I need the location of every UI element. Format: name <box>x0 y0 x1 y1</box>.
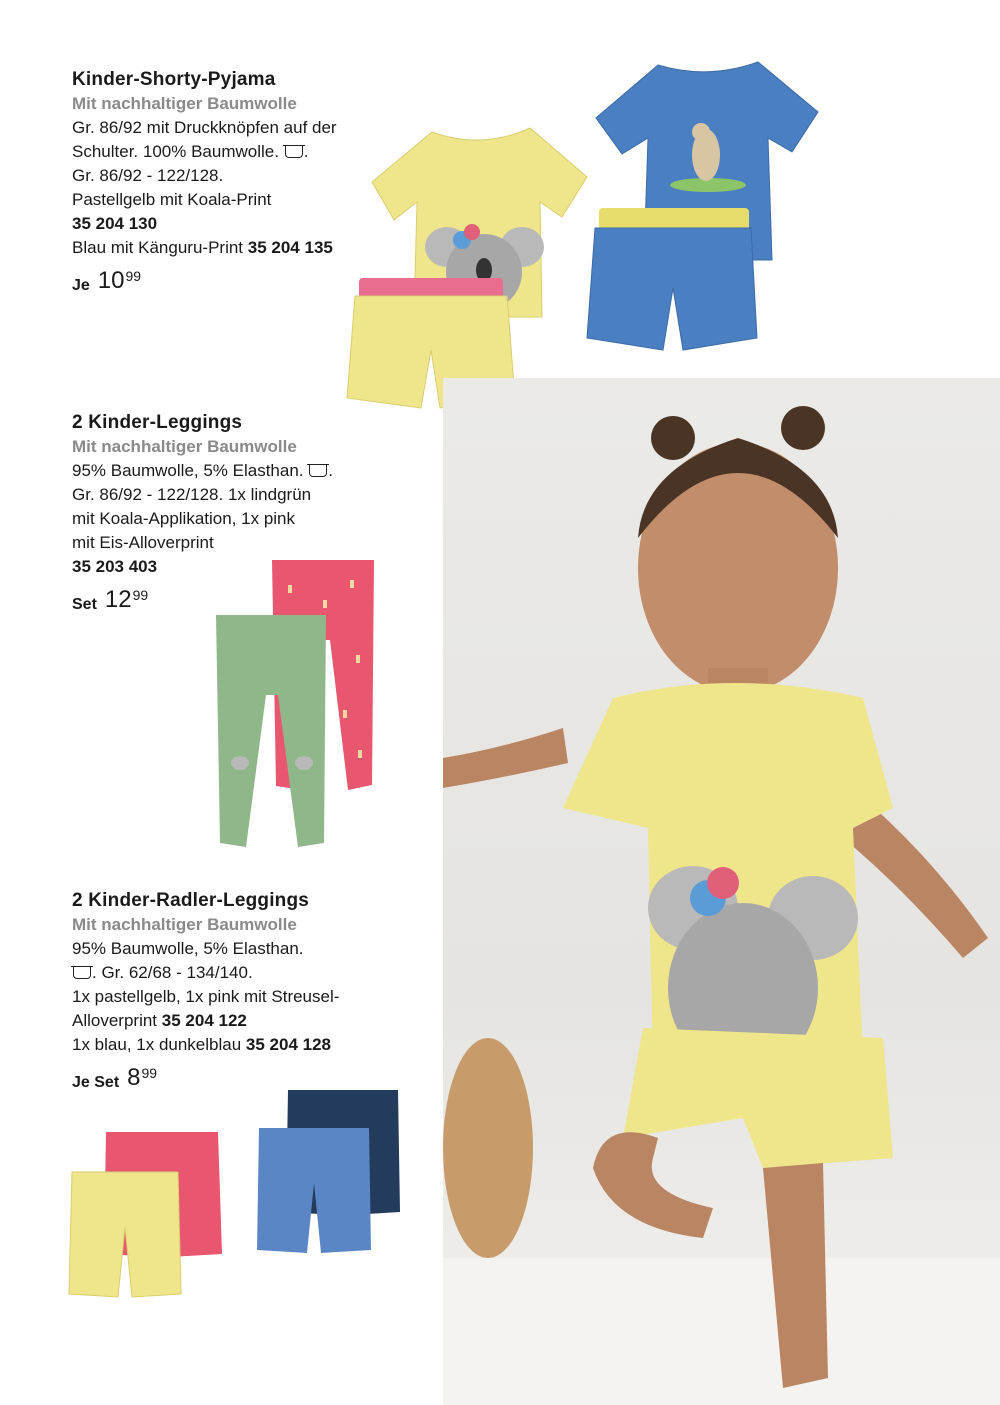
desc-line: mit Eis-Alloverprint <box>72 533 214 552</box>
product-title: 2 Kinder-Radler-Leggings <box>72 890 310 911</box>
product-title: Kinder-Shorty-Pyjama <box>72 69 276 90</box>
price-prefix: Je <box>72 277 90 294</box>
article-number: 35 204 135 <box>247 238 333 257</box>
price <box>72 587 432 614</box>
green-leggings-image <box>212 615 330 850</box>
desc-line: 1x pastellgelb, 1x pink mit Streusel- <box>72 987 340 1006</box>
price-main: 10 <box>97 267 125 294</box>
price-cents: 99 <box>141 1065 158 1081</box>
desc-line: 95% Baumwolle, 5% Elasthan. . <box>72 461 333 480</box>
desc-line: Schulter. 100% Baumwolle. . <box>72 142 309 161</box>
desc-line: Blau mit Känguru-Print 35 204 135 <box>72 238 333 257</box>
blue-shorts-image <box>585 208 760 358</box>
article-number: 35 203 403 <box>72 557 158 576</box>
product-kinder-leggings <box>72 411 432 614</box>
desc-line: Gr. 86/92 - 122/128. <box>72 166 224 185</box>
product-radler-leggings <box>72 889 432 1092</box>
desc-line: . Gr. 62/68 - 134/140. <box>72 961 432 985</box>
desc-line: mit Koala-Applikation, 1x pink <box>72 509 296 528</box>
washing-icon <box>73 966 91 979</box>
desc-line: 1x blau, 1x dunkelblau 35 204 128 <box>72 1035 332 1054</box>
blue-bike-shorts-image <box>255 1128 373 1256</box>
yellow-bike-shorts-image <box>68 1172 183 1300</box>
washing-icon <box>285 145 303 158</box>
desc-line: Alloverprint 35 204 122 <box>72 1011 247 1030</box>
article-number: 35 204 130 <box>72 214 158 233</box>
price-prefix: Je Set <box>72 1074 120 1091</box>
desc-line: Gr. 86/92 - 122/128. 1x lindgrün <box>72 485 312 504</box>
desc-line: 95% Baumwolle, 5% Elasthan. <box>72 939 304 958</box>
price-main: 12 <box>104 586 132 613</box>
price-cents: 99 <box>132 587 149 603</box>
article-number: 35 204 122 <box>161 1011 247 1030</box>
desc-line: Gr. 86/92 mit Druckknöpfen auf der <box>72 118 337 137</box>
child-illustration <box>443 378 1000 1405</box>
washing-icon <box>309 464 327 477</box>
price-cents: 99 <box>125 268 142 284</box>
child-photo <box>443 378 1000 1405</box>
product-subtitle: Mit nachhaltiger Baumwolle <box>72 94 297 113</box>
product-subtitle: Mit nachhaltiger Baumwolle <box>72 437 297 456</box>
product-subtitle: Mit nachhaltiger Baumwolle <box>72 915 297 934</box>
article-number: 35 204 128 <box>245 1035 332 1054</box>
product-title: 2 Kinder-Leggings <box>72 412 243 433</box>
price <box>72 1065 432 1092</box>
price-main: 8 <box>127 1064 141 1091</box>
price-prefix: Set <box>72 596 97 613</box>
desc-line: Pastellgelb mit Koala-Print <box>72 190 272 209</box>
